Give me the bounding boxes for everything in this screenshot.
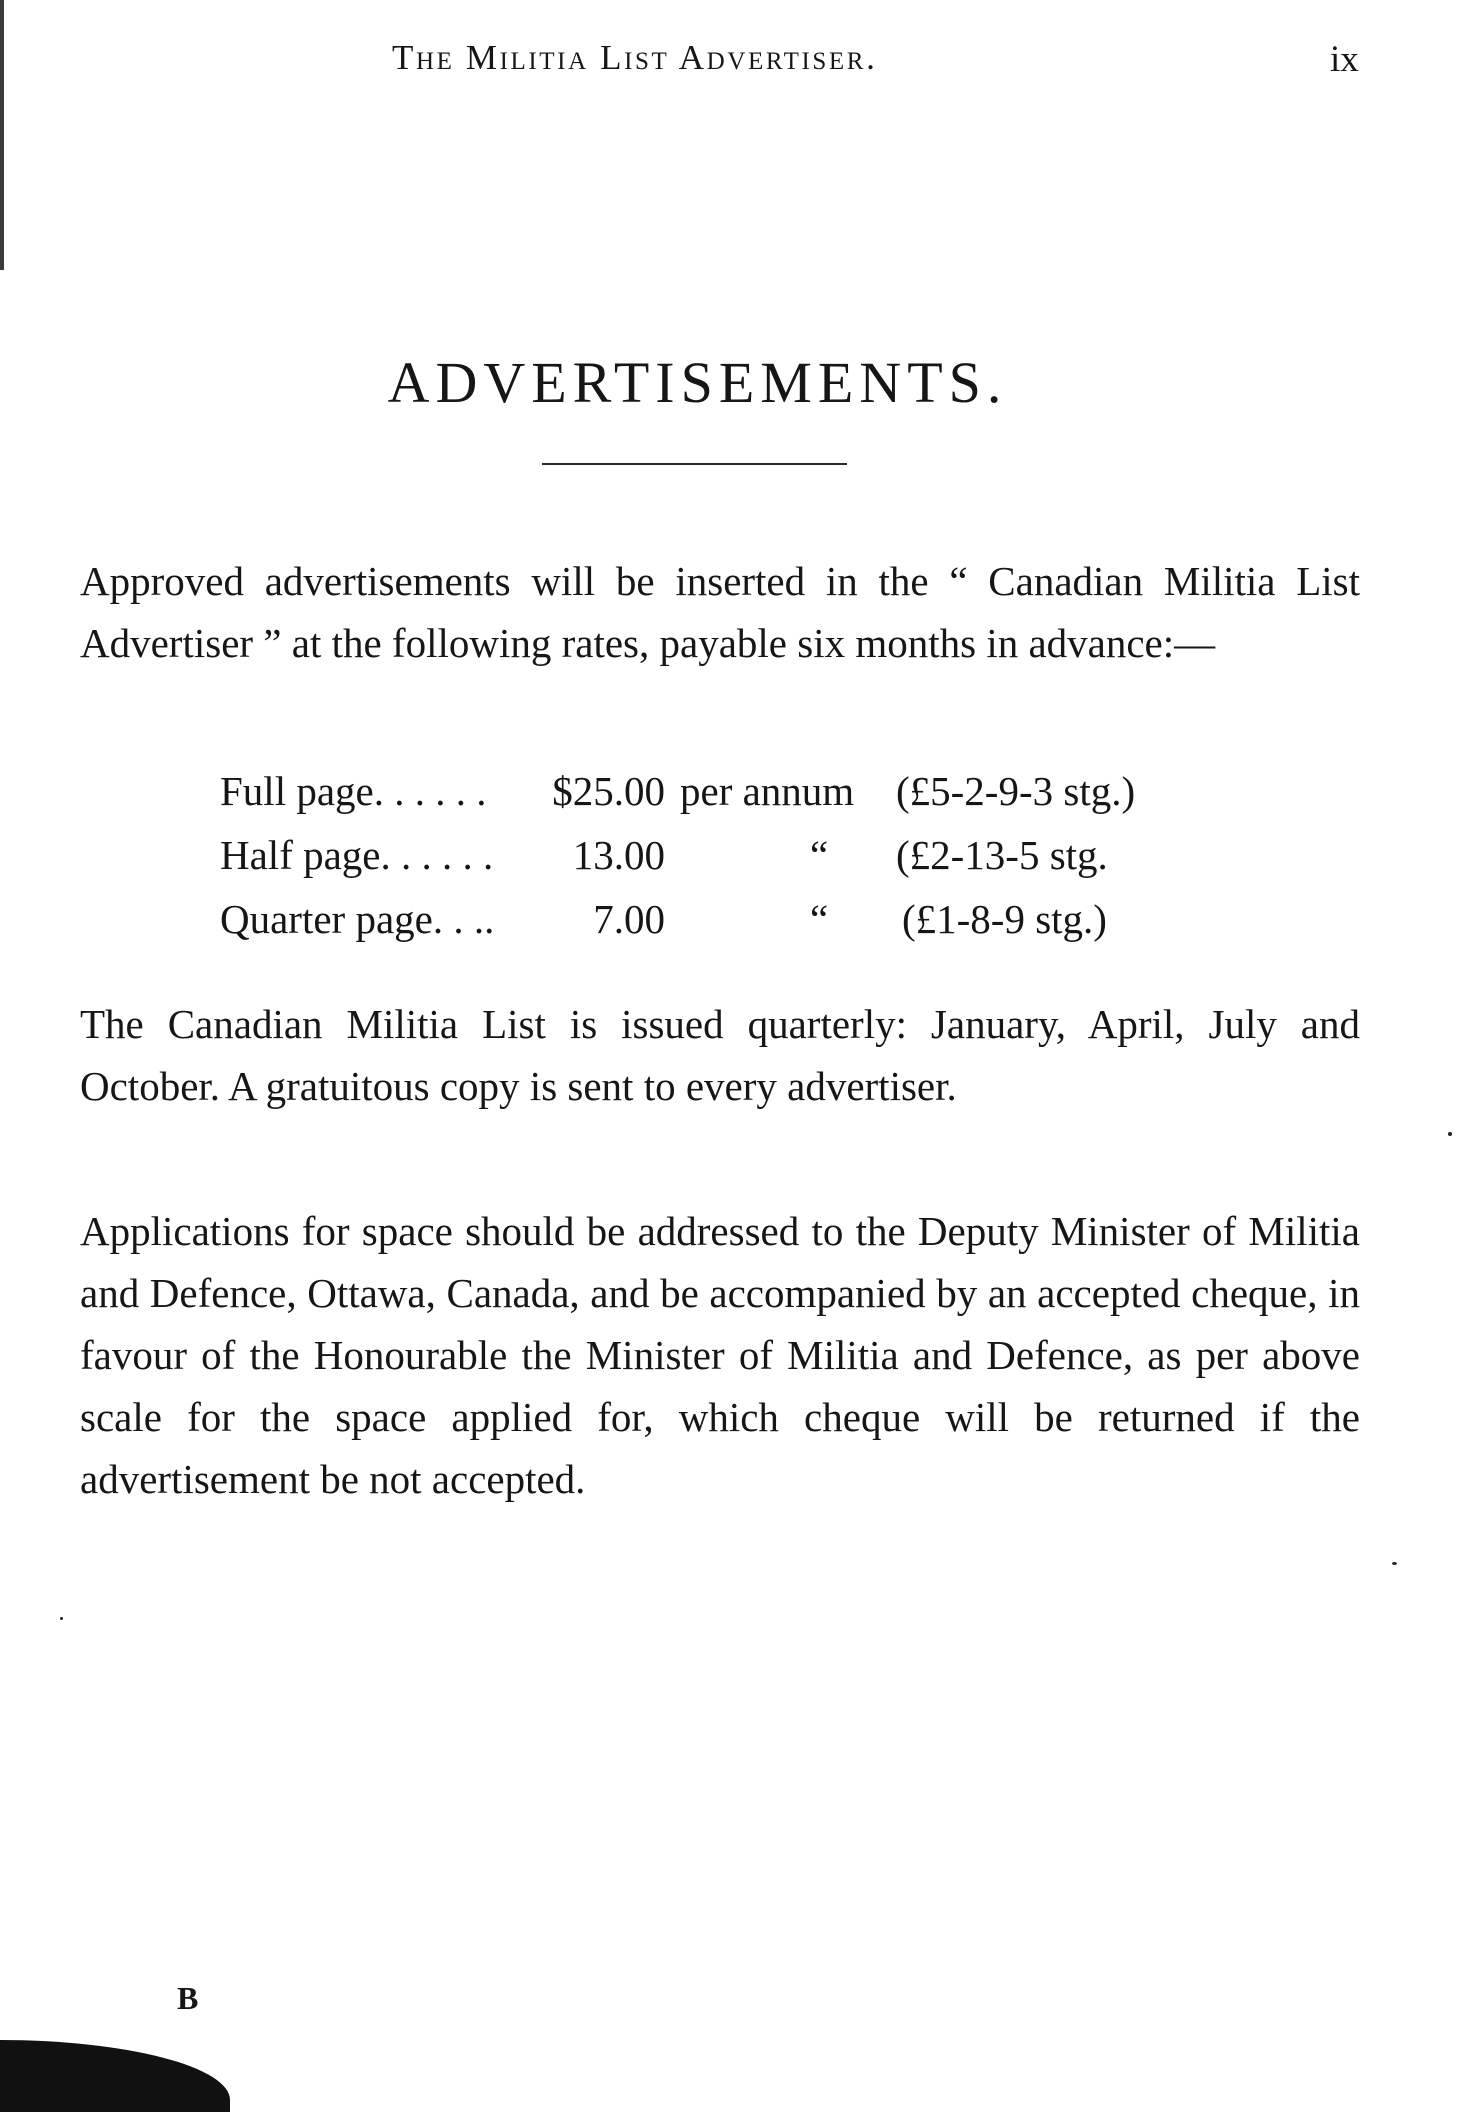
rate-label: Half page. . . . . . <box>220 832 494 878</box>
intro-paragraph: Approved advertisements will be inserted in the “ Canadian Militia List Advertiser ” at the following rates, payable six months in advance:— <box>80 558 1360 666</box>
rate-label: Quarter page. . .. <box>220 896 495 942</box>
issue-paragraph: The Canadian Militia List is issued quarterly: January, April, July and October. A gratuitous copy is sent to every advertiser. <box>80 1001 1360 1109</box>
page-number: ix <box>1330 39 1359 80</box>
rate-amount: 13.00 <box>572 832 665 878</box>
rate-label: Full page. . . . . . <box>220 768 487 814</box>
ink-speck <box>1448 1132 1452 1136</box>
rate-sterling: (£2-13-5 stg. <box>896 832 1108 878</box>
heading-rule <box>542 463 847 465</box>
rate-amount: $25.00 <box>552 768 665 814</box>
rate-unit-ditto: “ <box>810 832 829 878</box>
ink-speck <box>60 1617 63 1620</box>
applications-paragraph: Applications for space should be addressed to the Deputy Minister of Militia and Defence, Ottawa, Canada, and be accompanied by an accepted cheque, in favour of the Honourable the Minister of Militia and Defence, as per above scale for the space applied for, which cheque will be returned if the advertisement be not accepted. <box>80 1208 1360 1502</box>
running-title: The Militia List Advertiser. <box>392 38 878 77</box>
page-edge-shadow <box>0 2040 230 2112</box>
rate-unit: per annum <box>680 768 855 814</box>
rate-sterling: (£1-8-9 stg.) <box>902 896 1107 942</box>
rate-amount: 7.00 <box>593 896 665 942</box>
page-heading: ADVERTISEMENTS. <box>387 349 1008 415</box>
signature-mark: B <box>177 1980 199 2016</box>
running-header <box>0 38 1467 98</box>
rate-sterling: (£5-2-9-3 stg.) <box>896 768 1136 814</box>
rate-unit-ditto: “ <box>810 896 829 942</box>
ink-speck <box>1392 1562 1397 1565</box>
